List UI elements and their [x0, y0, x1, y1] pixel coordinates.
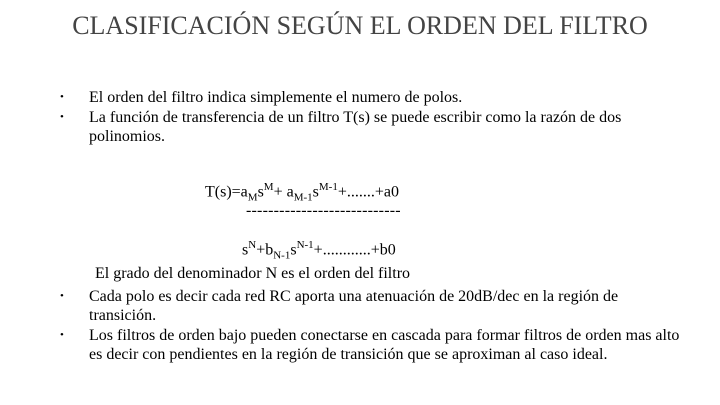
- bullet-text: El orden del filtro indica simplemente el numero de polos.: [89, 89, 463, 106]
- transfer-function-denominator: $s^N+b_{N-1}s^{N-1}+............+b0$: [242, 239, 396, 262]
- bullet-text: Cada polo es decir cada red RC aporta una atenuación de 20dB/dec en la región de transición.: [89, 288, 619, 324]
- bullet-item: [60, 88, 680, 107]
- bullet-list-top: [60, 88, 680, 147]
- bullet-text: Los filtros de orden bajo pueden conectarse en cascada para formar filtros de orden mas alto es decir con pendientes en la región de transición que se aproximan al caso ideal.: [89, 327, 680, 363]
- transfer-function-numerator: $T(s)=a_Ms^M+ a_{M-1}s^{M-1}+.......+a0$: [205, 181, 399, 204]
- denominator-order-statement: El grado del denominador N es el orden del filtro: [95, 265, 411, 282]
- bullet-text: La función de transferencia de un filtro T(s) se puede escribir como la razón de dos polinomios.: [89, 109, 622, 145]
- bullet-item: [60, 108, 680, 146]
- slide-title: CLASIFICACIÓN SEGÚN EL ORDEN DEL FILTRO: [72, 11, 648, 40]
- bullet-item: [60, 326, 680, 364]
- bullet-list-bottom: [60, 287, 680, 365]
- bullet-item: [60, 287, 680, 325]
- bullet-icon: •: [60, 111, 64, 123]
- fraction-line: ----------------------------: [246, 202, 401, 219]
- bullet-icon: •: [60, 290, 64, 302]
- bullet-icon: •: [60, 329, 64, 341]
- bullet-icon: •: [60, 91, 64, 103]
